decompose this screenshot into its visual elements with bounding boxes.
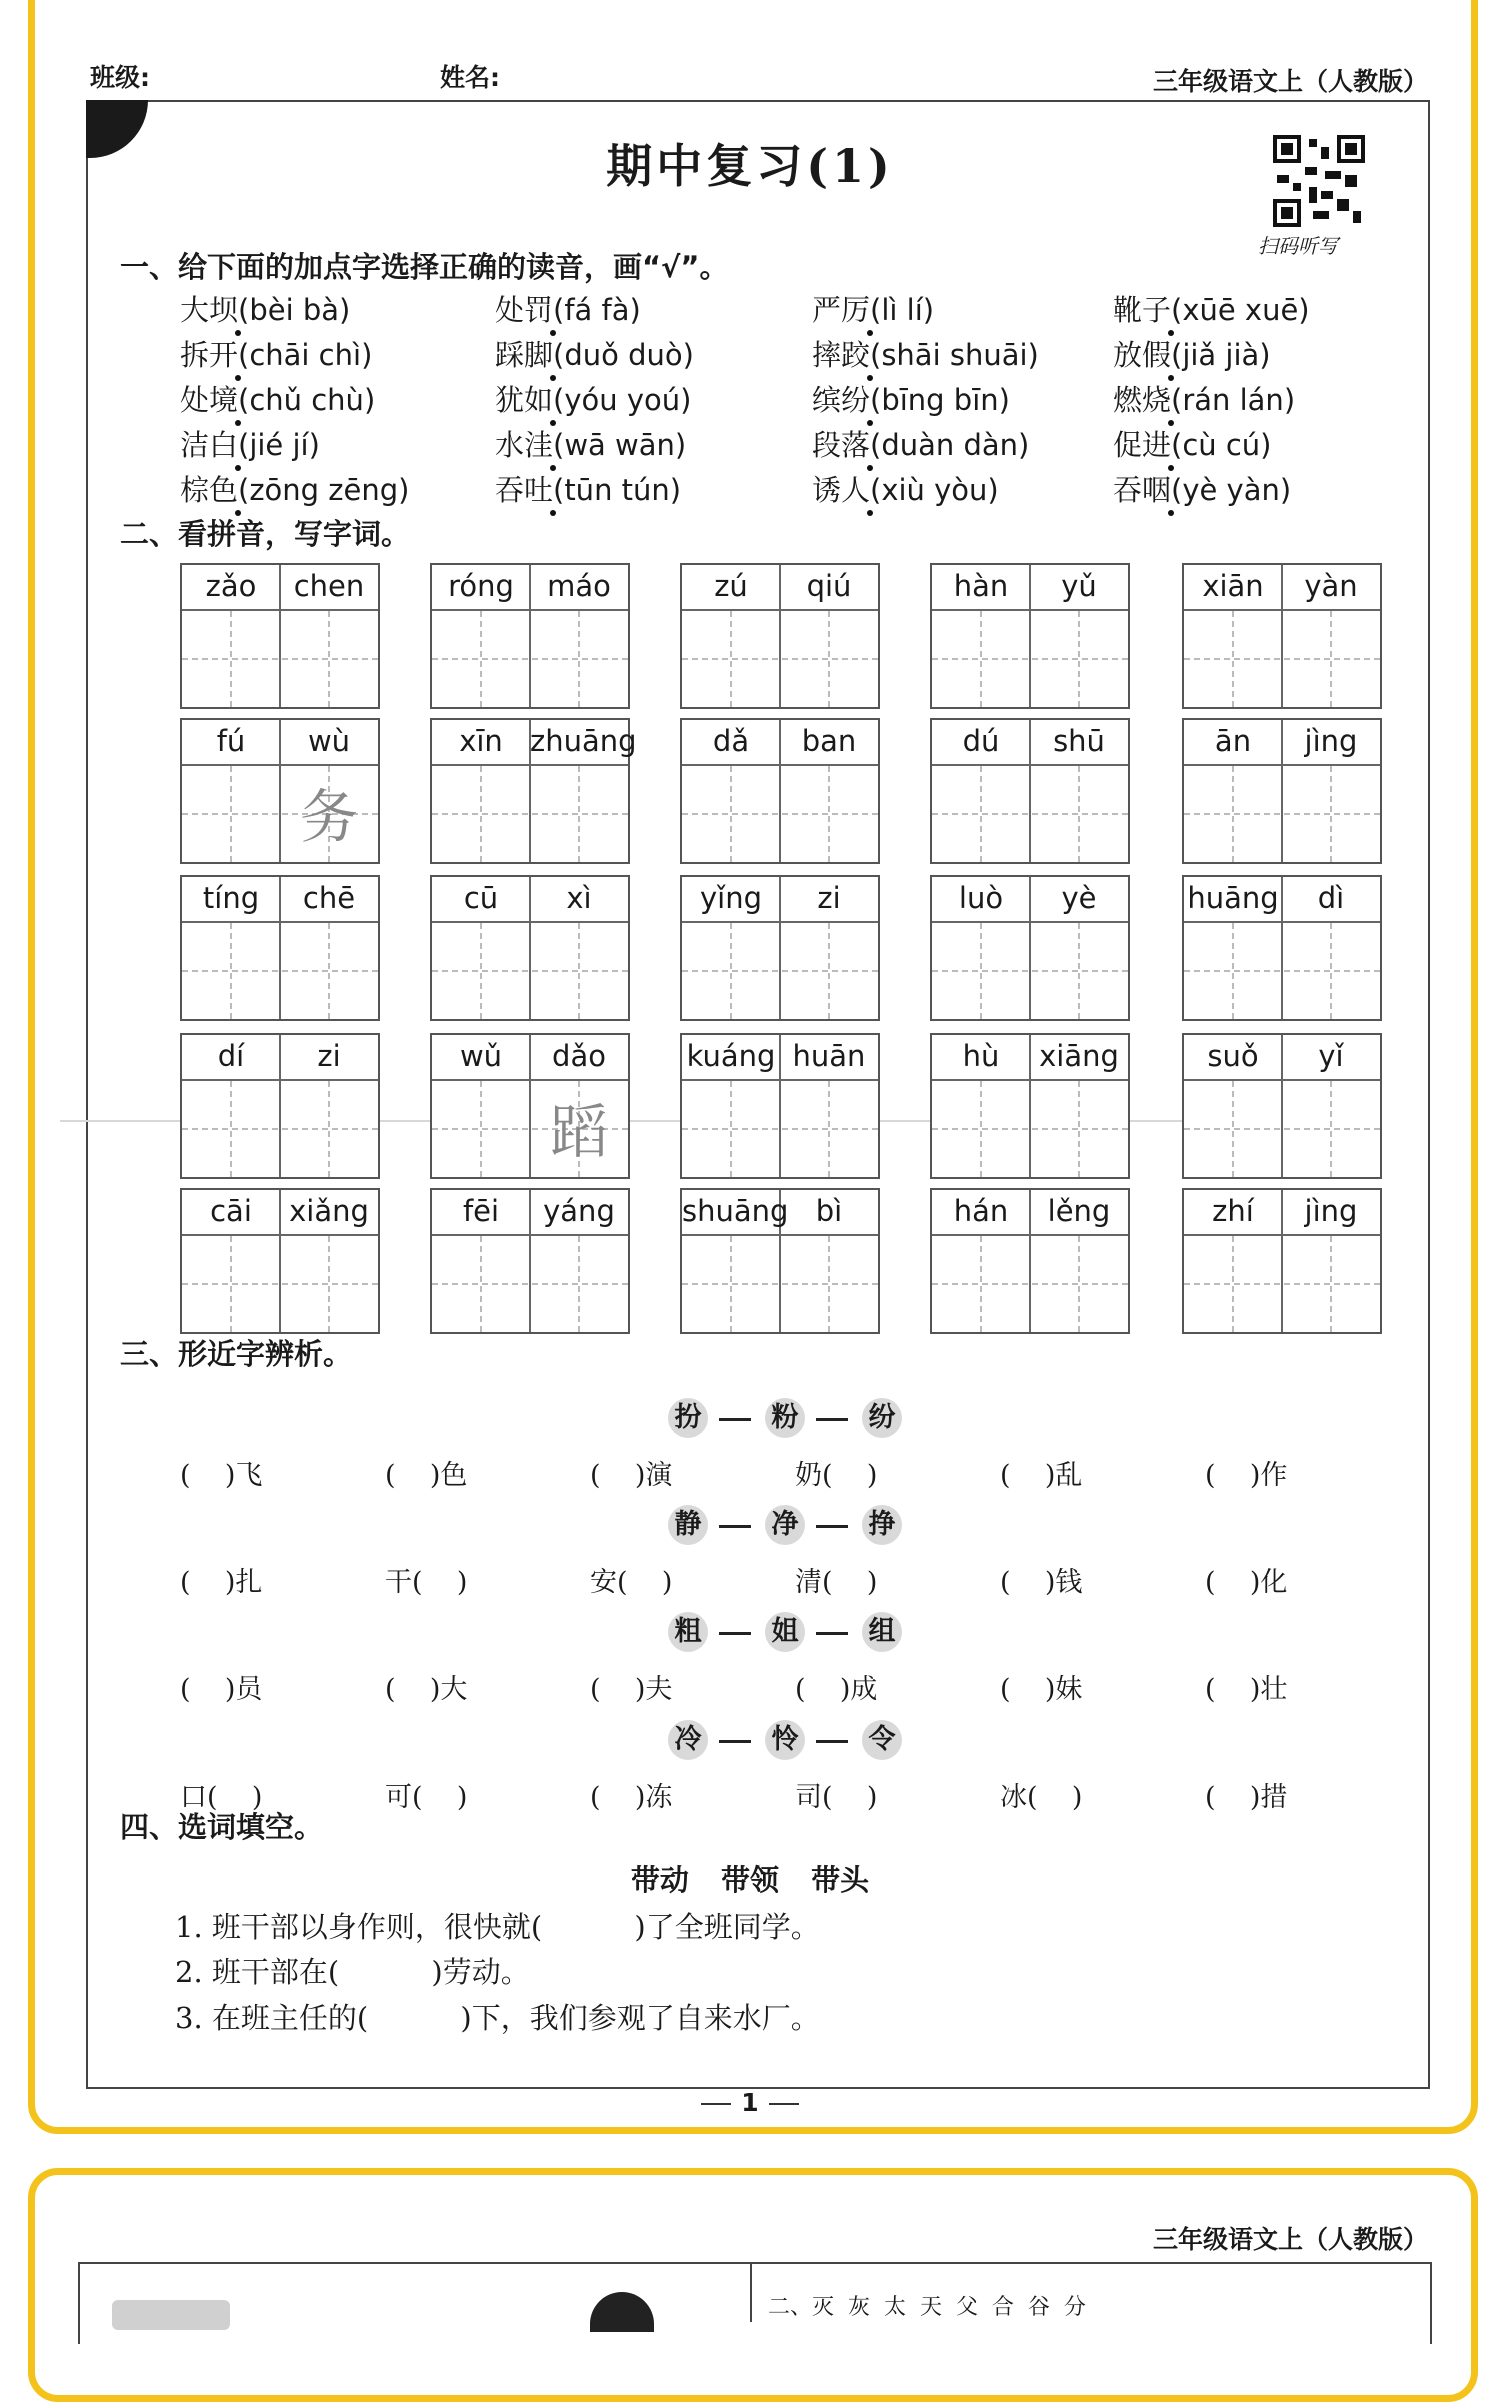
fill-blank[interactable]: ( )大 (385, 1674, 468, 1705)
pinyin-choice-item[interactable]: 大坝(bèi bà) (180, 293, 351, 327)
guide-line (182, 1283, 378, 1285)
pinyin-left: xiān (1202, 569, 1264, 603)
pinyin-choice-item[interactable]: 处境(chǔ chù) (180, 383, 376, 417)
pinyin-left: hù (962, 1039, 1000, 1073)
fill-blank[interactable]: ( )演 (590, 1460, 673, 1491)
fill-blank[interactable]: ( )妹 (1000, 1674, 1083, 1705)
guide-line (432, 970, 628, 972)
page-2-frame (78, 2262, 1432, 2344)
guide-line (1184, 813, 1380, 815)
similar-char: 粉 (765, 1398, 805, 1438)
char-connector (816, 1418, 848, 1421)
pinyin-right: qiú (806, 569, 852, 603)
pinyin-choice-item[interactable]: 棕色(zōng zēng) (180, 473, 410, 507)
similar-char: 净 (765, 1505, 805, 1545)
writing-box[interactable] (430, 1033, 630, 1179)
pinyin-choice-item[interactable]: 严厉(lì lí) (812, 293, 935, 327)
fill-blank[interactable]: 清( ) (795, 1567, 878, 1598)
page-title: 期中复习(1) (606, 139, 894, 193)
class-label: 班级: (90, 63, 150, 92)
guide-line (432, 1283, 628, 1285)
pinyin-left: cū (463, 881, 499, 915)
guide-line (182, 658, 378, 660)
box-divider (932, 609, 1128, 611)
box-divider (932, 921, 1128, 923)
page-2-divider (750, 2262, 752, 2322)
pinyin-left: kuáng (686, 1039, 776, 1073)
qr-label: 扫码听写 (1258, 234, 1338, 258)
page-2-book-label: 三年级语文上（人教版） (1152, 2225, 1428, 2254)
similar-char: 静 (668, 1505, 708, 1545)
word-choices: 带动 带领 带头 (630, 1863, 870, 1897)
fill-blank[interactable]: ( )扎 (180, 1567, 263, 1598)
pinyin-right: huān (792, 1039, 866, 1073)
writing-box[interactable] (680, 1188, 880, 1334)
pinyin-left: wǔ (459, 1039, 503, 1073)
char-connector (719, 1418, 751, 1421)
pinyin-choice-item[interactable]: 燃烧(rán lán) (1113, 383, 1296, 417)
writing-box[interactable] (430, 718, 637, 864)
pinyin-choice-item[interactable]: 促进(cù cú) (1113, 428, 1272, 462)
fill-blank[interactable]: 冰( ) (1000, 1782, 1083, 1813)
similar-char: 令 (862, 1720, 902, 1760)
writing-box[interactable] (930, 875, 1130, 1021)
writing-box[interactable] (680, 718, 880, 864)
pinyin-choice-item[interactable]: 摔跤(shāi shuāi) (812, 338, 1039, 372)
section-1-heading: 一、给下面的加点字选择正确的读音，画“√”。 (120, 250, 729, 284)
writing-box[interactable] (930, 1033, 1130, 1179)
fill-sentence[interactable]: 1. 班干部以身作则，很快就( )了全班同学。 (175, 1910, 820, 1944)
pinyin-left: hàn (953, 569, 1009, 603)
box-divider (1184, 764, 1380, 766)
pinyin-left: huāng (1187, 881, 1279, 915)
guide-line (1184, 658, 1380, 660)
char-connector (816, 1525, 848, 1528)
fill-blank[interactable]: ( )夫 (590, 1674, 673, 1705)
pinyin-right: wù (307, 724, 351, 758)
name-label: 姓名: (440, 63, 500, 92)
pinyin-left: cāi (210, 1194, 252, 1228)
pinyin-right: chē (302, 881, 356, 915)
guide-line (182, 970, 378, 972)
pinyin-left: yǐng (699, 881, 762, 915)
pinyin-right: lěng (1047, 1194, 1111, 1228)
pinyin-right: ban (801, 724, 857, 758)
pinyin-choice-item[interactable]: 踩脚(duǒ duò) (495, 338, 694, 372)
guide-line (932, 1128, 1128, 1130)
writing-box[interactable] (1182, 563, 1382, 709)
writing-box[interactable] (180, 875, 380, 1021)
similar-char: 组 (862, 1612, 902, 1652)
emphasis-dot (1168, 510, 1174, 516)
pinyin-right: zi (817, 881, 841, 915)
fill-blank[interactable]: ( )壮 (1205, 1674, 1288, 1705)
pinyin-right: shū (1053, 724, 1105, 758)
emphasis-dot (550, 510, 556, 516)
pinyin-left: xīn (459, 724, 503, 758)
box-divider (432, 609, 628, 611)
box-divider (932, 1234, 1128, 1236)
pinyin-choice-item[interactable]: 水洼(wā wān) (495, 428, 687, 462)
writing-box[interactable] (430, 1188, 630, 1334)
pinyin-left: zhí (1212, 1194, 1254, 1228)
fill-blank[interactable]: 可( ) (385, 1782, 468, 1813)
fill-blank[interactable]: 奶( ) (795, 1460, 878, 1491)
box-divider (432, 921, 628, 923)
fill-blank[interactable]: ( )措 (1205, 1782, 1288, 1813)
pinyin-right: máo (547, 569, 611, 603)
handwritten-char-right: 蹈 (549, 1098, 608, 1166)
guide-line (1184, 1128, 1380, 1130)
writing-box[interactable] (180, 1033, 380, 1179)
page-2-snippet: 二、灭 灰 太 天 父 合 谷 分 (768, 2295, 1086, 2320)
pinyin-right: xì (566, 881, 592, 915)
similar-char: 冷 (668, 1720, 708, 1760)
pinyin-right: xiāng (1039, 1039, 1119, 1073)
writing-box[interactable] (180, 563, 380, 709)
writing-box[interactable] (680, 563, 880, 709)
pinyin-left: fēi (462, 1194, 500, 1228)
pinyin-left: tíng (202, 881, 260, 915)
qr-code-icon (1273, 135, 1365, 227)
writing-box[interactable] (930, 718, 1130, 864)
box-divider (1184, 1234, 1380, 1236)
fill-blank[interactable]: ( )作 (1205, 1460, 1288, 1491)
pinyin-right: yàn (1304, 569, 1358, 603)
pinyin-right: yè (1061, 881, 1097, 915)
similar-char: 粗 (668, 1612, 708, 1652)
char-connector (719, 1632, 751, 1635)
writing-box[interactable] (930, 1188, 1130, 1334)
fill-blank[interactable]: 司( ) (795, 1782, 878, 1813)
box-divider (682, 609, 878, 611)
box-divider (182, 609, 378, 611)
fill-blank[interactable]: ( )冻 (590, 1782, 673, 1813)
box-divider (1184, 1079, 1380, 1081)
pinyin-left: suǒ (1207, 1039, 1259, 1073)
pinyin-choice-item[interactable]: 放假(jiǎ jià) (1113, 338, 1271, 372)
fill-sentence[interactable]: 3. 在班主任的( )下，我们参观了自来水厂。 (175, 2001, 820, 2035)
guide-line (932, 970, 1128, 972)
pinyin-choice-item[interactable]: 靴子(xūē xuē) (1113, 293, 1310, 327)
fill-blank[interactable]: 安( ) (590, 1567, 673, 1598)
char-connector (816, 1740, 848, 1743)
guide-line (682, 970, 878, 972)
char-connector (719, 1525, 751, 1528)
guide-line (682, 1283, 878, 1285)
pinyin-left: shuāng (682, 1194, 789, 1228)
similar-char: 挣 (862, 1505, 902, 1545)
pinyin-left: róng (448, 569, 514, 603)
pinyin-right: yáng (543, 1194, 615, 1228)
fill-sentence[interactable]: 2. 班干部在( )劳动。 (175, 1955, 530, 1989)
fill-blank[interactable]: ( )钱 (1000, 1567, 1083, 1598)
box-divider (682, 1234, 878, 1236)
pinyin-right: xiǎng (289, 1194, 369, 1228)
pinyin-left: ān (1214, 724, 1252, 758)
pinyin-choice-item[interactable]: 段落(duàn dàn) (812, 428, 1030, 462)
pinyin-right: yǔ (1061, 569, 1097, 603)
pinyin-right: bì (815, 1194, 843, 1228)
box-divider (1184, 609, 1380, 611)
box-divider (182, 921, 378, 923)
pinyin-left: dǎ (712, 724, 750, 758)
box-divider (682, 921, 878, 923)
box-divider (932, 1079, 1128, 1081)
pinyin-choice-item[interactable]: 拆开(chāi chì) (180, 338, 373, 372)
guide-line (1184, 970, 1380, 972)
box-divider (432, 1234, 628, 1236)
handwritten-char-right: 务 (299, 783, 358, 851)
guide-line (1184, 1283, 1380, 1285)
writing-box[interactable] (1182, 1033, 1382, 1179)
pinyin-choice-item[interactable]: 吞吐(tūn tún) (495, 473, 682, 507)
writing-box[interactable] (1182, 718, 1382, 864)
pinyin-right: yǐ (1318, 1039, 1344, 1073)
page-number (0, 2088, 1500, 2117)
fill-blank[interactable]: 口( ) (180, 1782, 263, 1813)
guide-line (432, 658, 628, 660)
writing-box[interactable] (680, 1033, 880, 1179)
writing-box[interactable] (180, 718, 380, 864)
pinyin-choice-item[interactable]: 犹如(yóu yoú) (495, 383, 692, 417)
pinyin-choice-item[interactable]: 缤纷(bīng bīn) (812, 383, 1010, 417)
emphasis-dot (867, 510, 873, 516)
pinyin-left: zǎo (205, 569, 257, 603)
pinyin-right: chen (293, 569, 365, 603)
box-divider (182, 764, 378, 766)
pinyin-left: fú (216, 724, 246, 758)
fill-blank[interactable]: ( )乱 (1000, 1460, 1083, 1491)
guide-line (182, 1128, 378, 1130)
box-divider (432, 1079, 628, 1081)
similar-char: 扮 (668, 1398, 708, 1438)
fill-blank[interactable]: ( )成 (795, 1674, 878, 1705)
pinyin-right: jìng (1304, 1194, 1358, 1228)
guide-line (932, 1283, 1128, 1285)
fill-blank[interactable]: ( )色 (385, 1460, 468, 1491)
pinyin-left: hán (953, 1194, 1009, 1228)
box-divider (182, 1234, 378, 1236)
page-2-tab (112, 2300, 230, 2330)
box-divider (682, 1079, 878, 1081)
writing-box[interactable] (1182, 875, 1382, 1021)
guide-line (682, 813, 878, 815)
section-3-heading: 三、形近字辨析。 (120, 1337, 353, 1371)
section-4-heading: 四、选词填空。 (120, 1810, 324, 1844)
box-divider (432, 764, 628, 766)
fill-blank[interactable]: ( )飞 (180, 1460, 263, 1491)
pinyin-left: dí (217, 1039, 245, 1073)
guide-line (682, 658, 878, 660)
guide-line (932, 658, 1128, 660)
book-label: 三年级语文上（人教版） (1152, 67, 1428, 96)
guide-line (432, 813, 628, 815)
pinyin-right: zhuāng (530, 724, 637, 758)
char-connector (816, 1632, 848, 1635)
fill-blank[interactable]: 干( ) (385, 1567, 468, 1598)
box-divider (682, 764, 878, 766)
pinyin-right: zi (317, 1039, 341, 1073)
writing-box[interactable] (930, 563, 1130, 709)
writing-box[interactable] (680, 875, 880, 1021)
section-2-heading: 二、看拼音，写字词。 (120, 517, 411, 551)
page-number-text: 1 (741, 2088, 759, 2117)
similar-char: 姐 (765, 1612, 805, 1652)
pinyin-left: zú (714, 569, 748, 603)
pinyin-choice-item[interactable]: 洁白(jié jí) (180, 428, 320, 462)
pinyin-right: dì (1317, 881, 1345, 915)
writing-box[interactable] (1182, 1188, 1382, 1334)
pinyin-choice-item[interactable]: 诱人(xiù yòu) (812, 473, 999, 507)
pinyin-right: jìng (1304, 724, 1358, 758)
pinyin-left: dú (962, 724, 1000, 758)
pinyin-left: luò (958, 881, 1004, 915)
writing-box[interactable] (180, 1188, 380, 1334)
fill-blank[interactable]: ( )化 (1205, 1567, 1288, 1598)
writing-box[interactable] (430, 563, 630, 709)
guide-line (682, 1128, 878, 1130)
box-divider (182, 1079, 378, 1081)
fill-blank[interactable]: ( )员 (180, 1674, 263, 1705)
box-divider (1184, 921, 1380, 923)
pinyin-choice-item[interactable]: 吞咽(yè yàn) (1113, 473, 1292, 507)
similar-char: 怜 (765, 1720, 805, 1760)
similar-char: 纷 (862, 1398, 902, 1438)
pinyin-choice-item[interactable]: 处罚(fá fà) (495, 293, 641, 327)
char-connector (719, 1740, 751, 1743)
writing-box[interactable] (430, 875, 630, 1021)
pinyin-right: dǎo (552, 1039, 606, 1073)
guide-line (932, 813, 1128, 815)
box-divider (932, 764, 1128, 766)
